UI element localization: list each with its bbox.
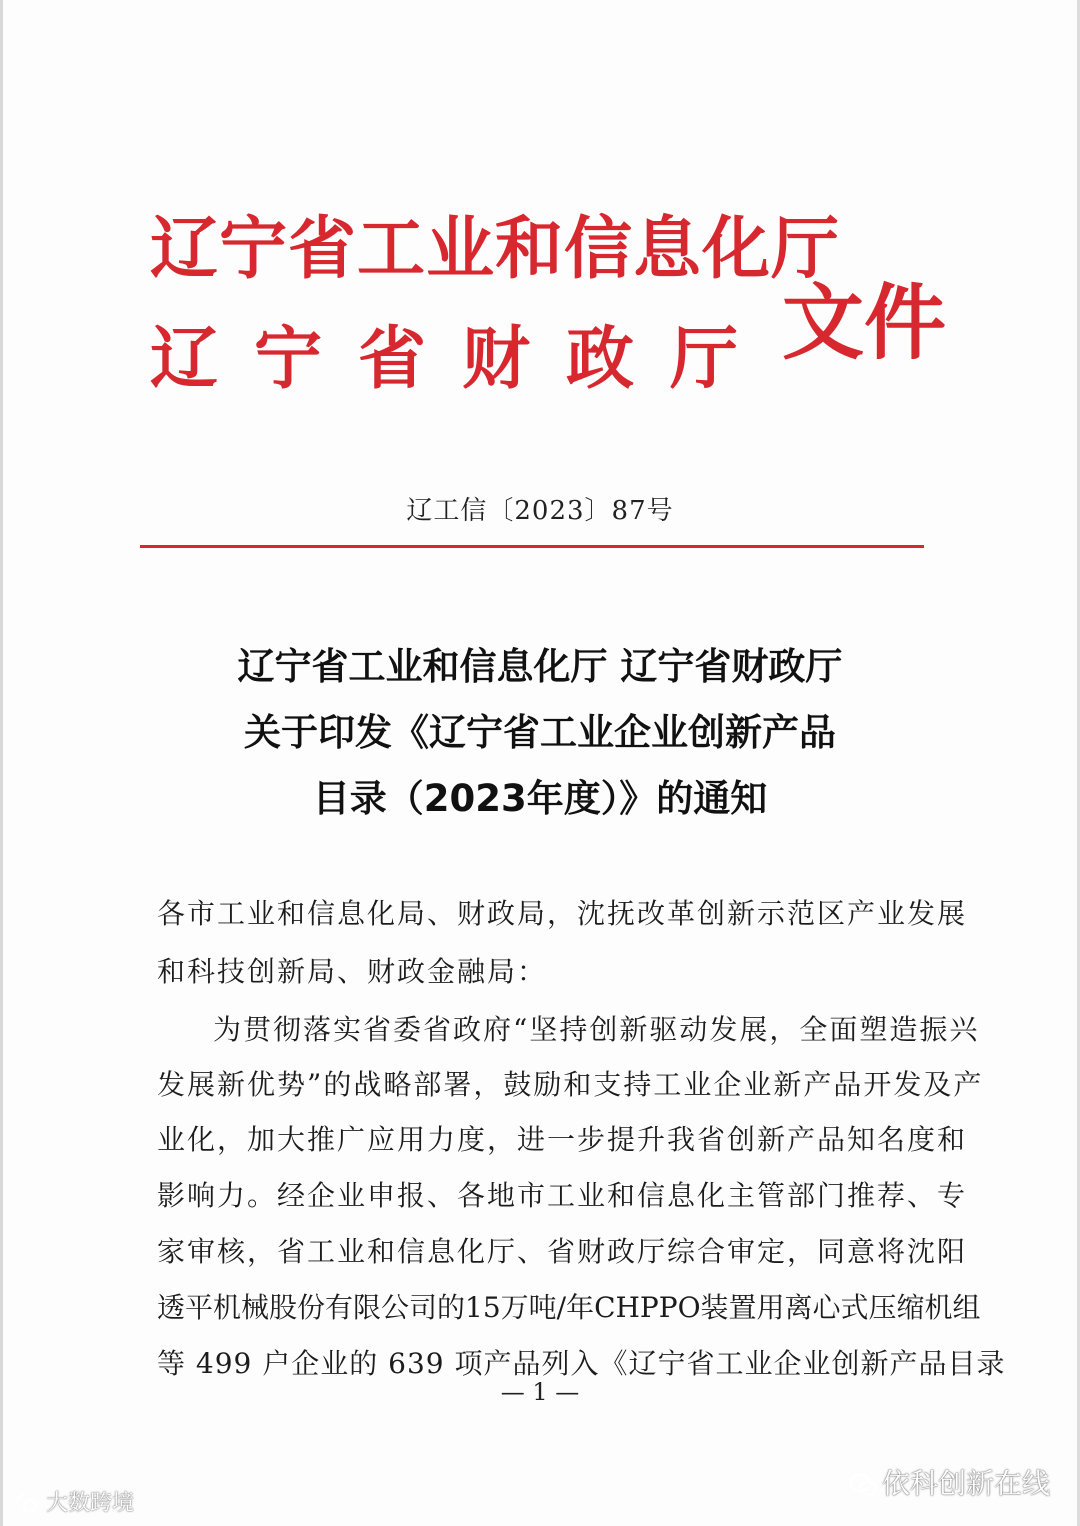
body-line: 和科技创新局、财政金融局： bbox=[157, 955, 548, 988]
body-line: 透平机械股份有限公司的15万吨/年CHPPO装置用离心式压缩机组 bbox=[157, 1291, 981, 1324]
body-line: 影响力。经企业申报、各地市工业和信息化主管部门推荐、专 bbox=[157, 1179, 968, 1212]
body-line: 发展新优势”的战略部署，鼓励和支持工业企业新产品开发及产 bbox=[157, 1068, 984, 1101]
issuer-line-finance: 辽宁省财政厅 bbox=[150, 320, 775, 399]
document-number: 辽工信〔2023〕87号 bbox=[406, 496, 674, 526]
body-line: 家审核，省工业和信息化厅、省财政厅综合审定，同意将沈阳 bbox=[157, 1235, 968, 1268]
watermark-right-text: 依科创新在线 bbox=[882, 1467, 1051, 1500]
document-suffix: 文件 bbox=[782, 276, 947, 371]
issuer-line-industry: 辽宁省工业和信息化厅 bbox=[150, 210, 841, 289]
body-line: 等 499 户企业的 639 项产品列入《辽宁省工业企业创新产品目录 bbox=[157, 1347, 1006, 1380]
body-line: 业化，加大推广应用力度，进一步提升我省创新产品知名度和 bbox=[157, 1123, 968, 1156]
red-divider-line bbox=[140, 545, 924, 548]
scan-edge-left bbox=[0, 0, 3, 1526]
watermark-left-text: 大数跨境 bbox=[46, 1491, 135, 1516]
sound-wave-icon bbox=[12, 1492, 42, 1516]
notice-title-line-3: 目录（2023年度）》的通知 bbox=[312, 777, 768, 820]
notice-title-line-2: 关于印发《辽宁省工业企业创新产品 bbox=[244, 711, 836, 754]
wechat-icon bbox=[848, 1473, 878, 1497]
body-line: 为贯彻落实省委省政府“坚持创新驱动发展，全面塑造振兴 bbox=[213, 1013, 980, 1046]
page-number: — 1 — bbox=[500, 1378, 580, 1406]
notice-title-line-1: 辽宁省工业和信息化厅 辽宁省财政厅 bbox=[237, 645, 843, 688]
body-line: 各市工业和信息化局、财政局，沈抚改革创新示范区产业发展 bbox=[157, 897, 968, 930]
watermark-right bbox=[848, 1462, 1050, 1502]
watermark-left bbox=[12, 1486, 134, 1517]
